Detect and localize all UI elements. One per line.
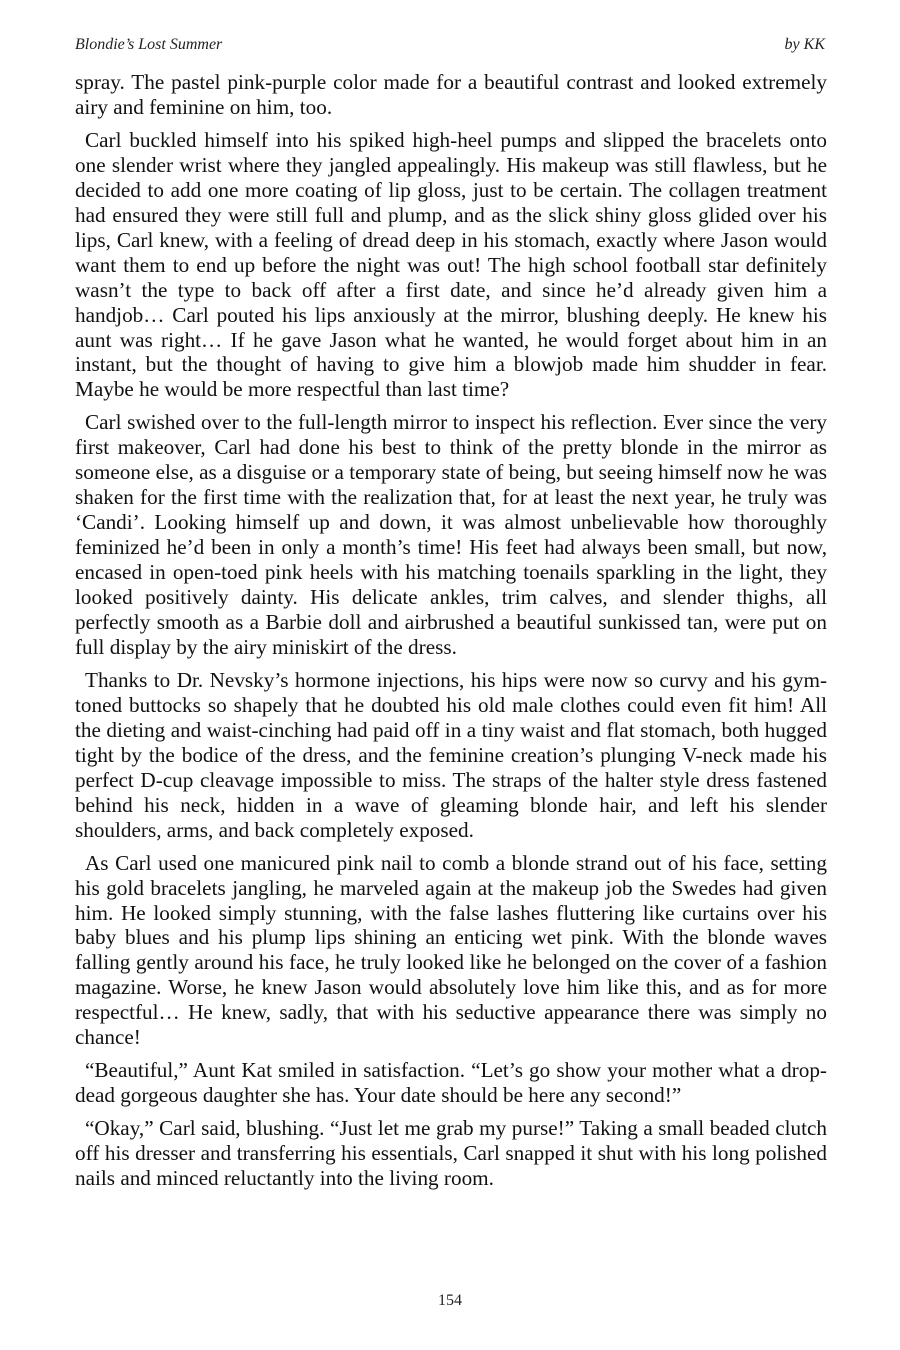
paragraph: “Okay,” Carl said, blushing. “Just let me grab my purse!” Taking a small beaded clutch off his dresser and transferring his essentials, Carl snapped it shut with his long polished nails and minced reluctantly into the living room. [75,1116,827,1191]
body-text [75,70,827,1199]
paragraph: As Carl used one manicured pink nail to comb a blonde strand out of his face, setting his gold bracelets jangling, he marveled again at the makeup job the Swedes had given him. He looked simply stunning, with the false lashes fluttering like curtains over his baby blues and his plump lips shining an enticing wet pink. With the blonde waves falling gently around his face, he truly looked like he belonged on the cover of a fashion magazine. Worse, he knew Jason would absolutely love him like this, and as for more respectful… He knew, sadly, that with his seductive appearance there was simply no chance! [75,850,827,1050]
paragraph: Carl swished over to the full-length mirror to inspect his reflection. Ever since the very first makeover, Carl had done his best to think of the pretty blonde in the mirror as someone else, as a disguise or a temporary state of being, but seeing himself now he was shaken for the first time with the realization that, for at least the next year, he truly was ‘Candi’. Looking himself up and down, it was almost unbelievable how thoroughly feminized he’d been in only a month’s time! His feet had always been small, but now, encased in open-toed pink heels with his matching toenails sparkling in the light, they looked positively dainty. His delicate ankles, trim calves, and slender thighs, all perfectly smooth as a Barbie doll and airbrushed a beautiful sunkissed tan, were put on full display by the airy miniskirt of the dress. [75,410,827,659]
page-number: 154 [438,1292,462,1309]
book-title: Blondie’s Lost Summer [75,36,223,53]
paragraph: Thanks to Dr. Nevsky’s hormone injections, his hips were now so curvy and his gym-toned buttocks so shapely that he doubted his old male clothes could even fit him! All the dieting and waist-cinching had paid off in a tiny waist and flat stomach, both hugged tight by the bodice of the dress, and the feminine creation’s plunging V-neck made his perfect D-cup cleavage impossible to miss. The straps of the halter style dress fastened behind his neck, hidden in a wave of gleaming blonde hair, and left his slender shoulders, arms, and back completely exposed. [75,667,827,842]
paragraph: “Beautiful,” Aunt Kat smiled in satisfaction. “Let’s go show your mother what a drop-dead gorgeous daughter she has. Your date should be here any second!” [75,1058,827,1108]
author-credit: by KK [784,36,825,53]
paragraph: Carl buckled himself into his spiked high-heel pumps and slipped the bracelets onto one slender wrist where they jangled appealingly. His makeup was still flawless, but he decided to add one more coating of lip gloss, just to be certain. The collagen treatment had ensured they were still full and plump, and as the slick shiny gloss glided over his lips, Carl knew, with a feeling of dread deep in his stomach, exactly where Jason would want them to end up before the night was out! The high school football star definitely wasn’t the type to back off after a first date, and since he’d already given him a handjob… Carl pouted his lips anxiously at the mirror, blushing deeply. He knew his aunt was right… If he gave Jason what he wanted, he would forget about him in an instant, but the thought of having to give him a blowjob made him shudder in fear. Maybe he would be more respectful than last time? [75,127,827,402]
running-header [75,36,825,58]
paragraph-continued: spray. The pastel pink-purple color made for a beautiful contrast and looked extremely airy and feminine on him, too. [75,70,827,119]
